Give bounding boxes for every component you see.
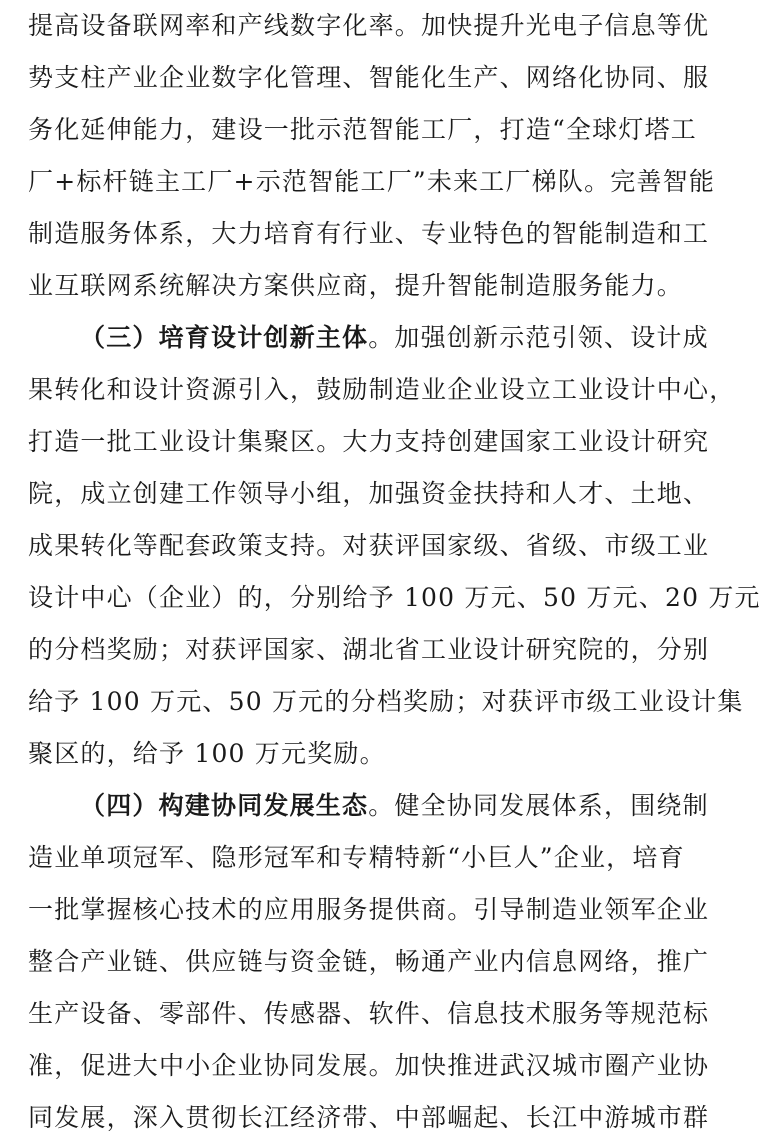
paragraph-line: 生产设备、零部件、传感器、软件、信息技术服务等规范标 [28,999,710,1028]
section-4-heading: （四）构建协同发展生态 [80,791,369,820]
paragraph-line: 提高设备联网率和产线数字化率。加快提升光电子信息等优 [28,11,710,40]
paragraph-line: 势支柱产业企业数字化管理、智能化生产、网络化协同、服 [28,63,710,92]
section-4-first-line [80,780,734,832]
paragraph-line: 的分档奖励；对获评国家、湖北省工业设计研究院的，分别 [28,635,710,664]
paragraph-line: 务化延伸能力，建设一批示范智能工厂，打造“全球灯塔工 [28,115,697,144]
paragraph-line: 制造服务体系，大力培育有行业、专业特色的智能制造和工 [28,219,710,248]
paragraph-line: 成果转化等配套政策支持。对获评国家级、省级、市级工业 [28,531,710,560]
paragraph-line: 设计中心（企业）的，分别给予 100 万元、50 万元、20 万元 [28,583,761,612]
section-3-text: 。加强创新示范引领、设计成 [368,323,709,352]
paragraph-line: 聚区的，给予 100 万元奖励。 [28,739,386,768]
paragraph-line: 业互联网系统解决方案供应商，提升智能制造服务能力。 [28,271,684,300]
paragraph-line: 厂+标杆链主工厂+示范智能工厂”未来工厂梯队。完善智能 [28,167,716,196]
paragraph-line: 打造一批工业设计集聚区。大力支持创建国家工业设计研究 [28,427,710,456]
paragraph-line: 院，成立创建工作领导小组，加强资金扶持和人才、土地、 [28,479,710,508]
section-4-text: 。健全协同发展体系，围绕制 [368,791,709,820]
paragraph-line: 给予 100 万元、50 万元的分档奖励；对获评市级工业设计集 [28,687,744,716]
paragraph-line: 一批掌握核心技术的应用服务提供商。引导制造业领军企业 [28,895,710,924]
paragraph-line: 整合产业链、供应链与资金链，畅通产业内信息网络，推广 [28,947,710,976]
paragraph-line: 造业单项冠军、隐形冠军和专精特新“小巨人”企业，培育 [28,843,685,872]
paragraph-line: 果转化和设计资源引入，鼓励制造业企业设立工业设计中心， [28,375,736,404]
section-3-heading: （三）培育设计创新主体 [80,323,369,352]
section-3-first-line [80,312,734,364]
paragraph-line: 同发展，深入贯彻长江经济带、中部崛起、长江中游城市群 [28,1103,710,1132]
paragraph-line: 准，促进大中小企业协同发展。加快推进武汉城市圈产业协 [28,1051,710,1080]
